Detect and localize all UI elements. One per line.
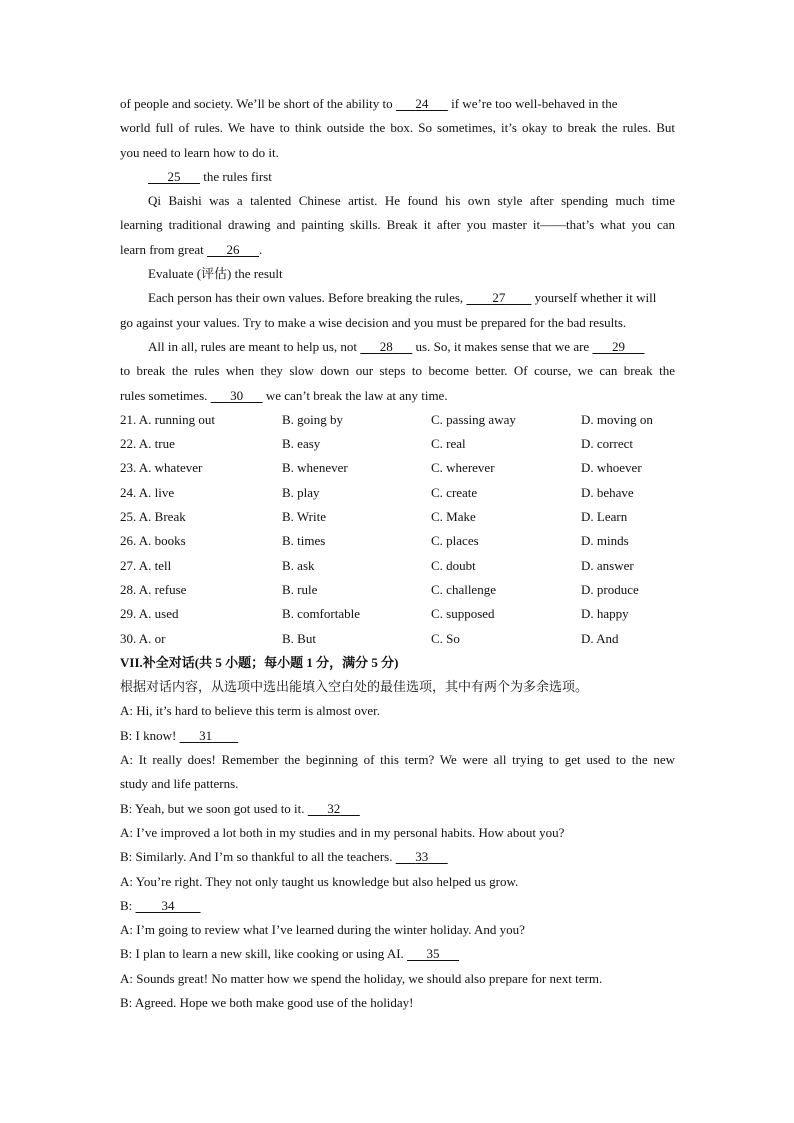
option-a: 24. A. live — [120, 484, 175, 500]
passage-line: Qi Baishi was a talented Chinese artist. He found his own style after spending much time — [148, 193, 675, 209]
option-d: D. whoever — [581, 460, 642, 476]
blank-35: 35 — [426, 946, 440, 962]
option-d: D. produce — [581, 581, 639, 597]
option-row — [120, 529, 675, 553]
option-b: B. going by — [282, 411, 344, 427]
passage-line: Each person has their own values. Before breaking the rules, 27 yourself whether it will — [120, 286, 675, 310]
option-d: D. answer — [581, 557, 634, 573]
passage-line: rules sometimes. 30 we can’t break the law at any time. — [120, 384, 675, 408]
option-a: 22. A. true — [120, 436, 175, 452]
blank-33: 33 — [415, 849, 429, 865]
option-row — [120, 456, 675, 480]
dialogue-line: B: I know! 31 — [120, 724, 675, 748]
option-c: C. real — [431, 436, 466, 452]
option-a: 23. A. whatever — [120, 460, 203, 476]
subheading-evaluate: Evaluate (评估) the result — [148, 266, 283, 282]
blank-28: 28 — [379, 338, 393, 354]
dialogue-line: B: Similarly. And I’m so thankful to all the teachers. 33 — [120, 845, 675, 869]
blank-24: 24 — [415, 96, 429, 111]
exam-page — [120, 92, 675, 1015]
dialogue-line: A: You’re right. They not only taught us knowledge but also helped us grow. — [120, 873, 519, 889]
blank-31: 31 — [199, 727, 213, 743]
option-b: B. ask — [282, 557, 315, 573]
option-c: C. challenge — [431, 581, 496, 597]
option-d: D. correct — [581, 436, 633, 452]
option-d: D. And — [581, 630, 619, 646]
passage-line: All in all, rules are meant to help us, not 28 us. So, it makes sense that we are 29 — [120, 335, 675, 359]
option-a: 26. A. books — [120, 533, 186, 549]
option-a: 28. A. refuse — [120, 581, 187, 597]
dialogue-line: A: I’ve improved a lot both in my studies and in my personal habits. How about you? — [120, 824, 565, 840]
section-instruction: 根据对话内容，从选项中选出能填入空白处的最佳选项，其中有两个为多余选项。 — [120, 679, 589, 695]
option-b: B. rule — [282, 581, 318, 597]
option-b: B. play — [282, 484, 320, 500]
blank-27: 27 — [492, 290, 506, 306]
option-a: 25. A. Break — [120, 509, 186, 525]
blank-34: 34 — [161, 897, 175, 913]
option-row — [120, 481, 675, 505]
dialogue-line: A: I’m going to review what I’ve learned during the winter holiday. And you? — [120, 922, 525, 938]
option-d: D. happy — [581, 606, 629, 622]
dialogue-line: B: I plan to learn a new skill, like cooking or using AI. 35 — [120, 942, 675, 966]
passage-line: to break the rules when they slow down our steps to become better. Of course, we can break the — [120, 363, 675, 379]
option-b: B. easy — [282, 436, 321, 452]
option-c: C. supposed — [431, 606, 495, 622]
dialogue-line: A: Hi, it’s hard to believe this term is almost over. — [120, 703, 380, 719]
option-c: C. Make — [431, 509, 476, 525]
blank-26: 26 — [226, 241, 240, 257]
option-c: C. create — [431, 484, 478, 500]
option-a: 21. A. running out — [120, 411, 215, 427]
option-c: C. So — [431, 630, 460, 646]
option-row — [120, 432, 675, 456]
option-c: C. doubt — [431, 557, 476, 573]
passage-line: learn from great 26 . — [120, 238, 675, 262]
option-c: C. places — [431, 533, 479, 549]
option-a: 29. A. used — [120, 606, 179, 622]
blank-32: 32 — [327, 800, 341, 816]
dialogue-line: A: Sounds great! No matter how we spend the holiday, we should also prepare for next term. — [120, 970, 603, 986]
dialogue-line: B: Agreed. Hope we both make good use of the holiday! — [120, 994, 414, 1010]
option-row — [120, 627, 675, 651]
blank-29: 29 — [611, 338, 625, 354]
passage-line: you need to learn how to do it. — [120, 144, 279, 160]
option-d: D. behave — [581, 484, 634, 500]
option-row — [120, 578, 675, 602]
passage-line: go against your values. Try to make a wise decision and you must be prepared for the bad results. — [120, 314, 627, 330]
option-row — [120, 505, 675, 529]
option-b: B. But — [282, 630, 316, 646]
option-b: B. Write — [282, 509, 327, 525]
option-row — [120, 408, 675, 432]
dialogue-line: A: It really does! Remember the beginning of this term? We were all trying to get used to the new — [120, 752, 675, 768]
option-d: D. moving on — [581, 411, 653, 427]
option-a: 27. A. tell — [120, 557, 172, 573]
dialogue-line: study and life patterns. — [120, 776, 239, 792]
option-c: C. passing away — [431, 411, 516, 427]
blank-30: 30 — [230, 387, 244, 403]
option-row — [120, 602, 675, 626]
section-heading: VII.补全对话(共 5 小题；每小题 1 分，满分 5 分) — [120, 654, 399, 670]
passage-line: world full of rules. We have to think outside the box. So sometimes, it’s okay to break the rules. But — [120, 120, 675, 136]
option-d: D. Learn — [581, 509, 628, 525]
options-list — [120, 408, 675, 651]
dialogue-line: B: 34 — [120, 894, 675, 918]
option-b: B. whenever — [282, 460, 348, 476]
passage-line: learning traditional drawing and painting skills. Break it after you master it——that’s what you can — [120, 217, 675, 233]
subheading-25: 25 the rules first — [120, 165, 675, 189]
option-b: B. comfortable — [282, 606, 360, 622]
blank-25: 25 — [167, 168, 181, 184]
option-b: B. times — [282, 533, 326, 549]
option-a: 30. A. or — [120, 630, 166, 646]
option-d: D. minds — [581, 533, 629, 549]
option-row — [120, 554, 675, 578]
passage-line: of people and society. We’ll be short of the ability to 24 if we’re too well-behaved in the — [120, 92, 675, 116]
dialogue-line: B: Yeah, but we soon got used to it. 32 — [120, 797, 675, 821]
option-c: C. wherever — [431, 460, 495, 476]
